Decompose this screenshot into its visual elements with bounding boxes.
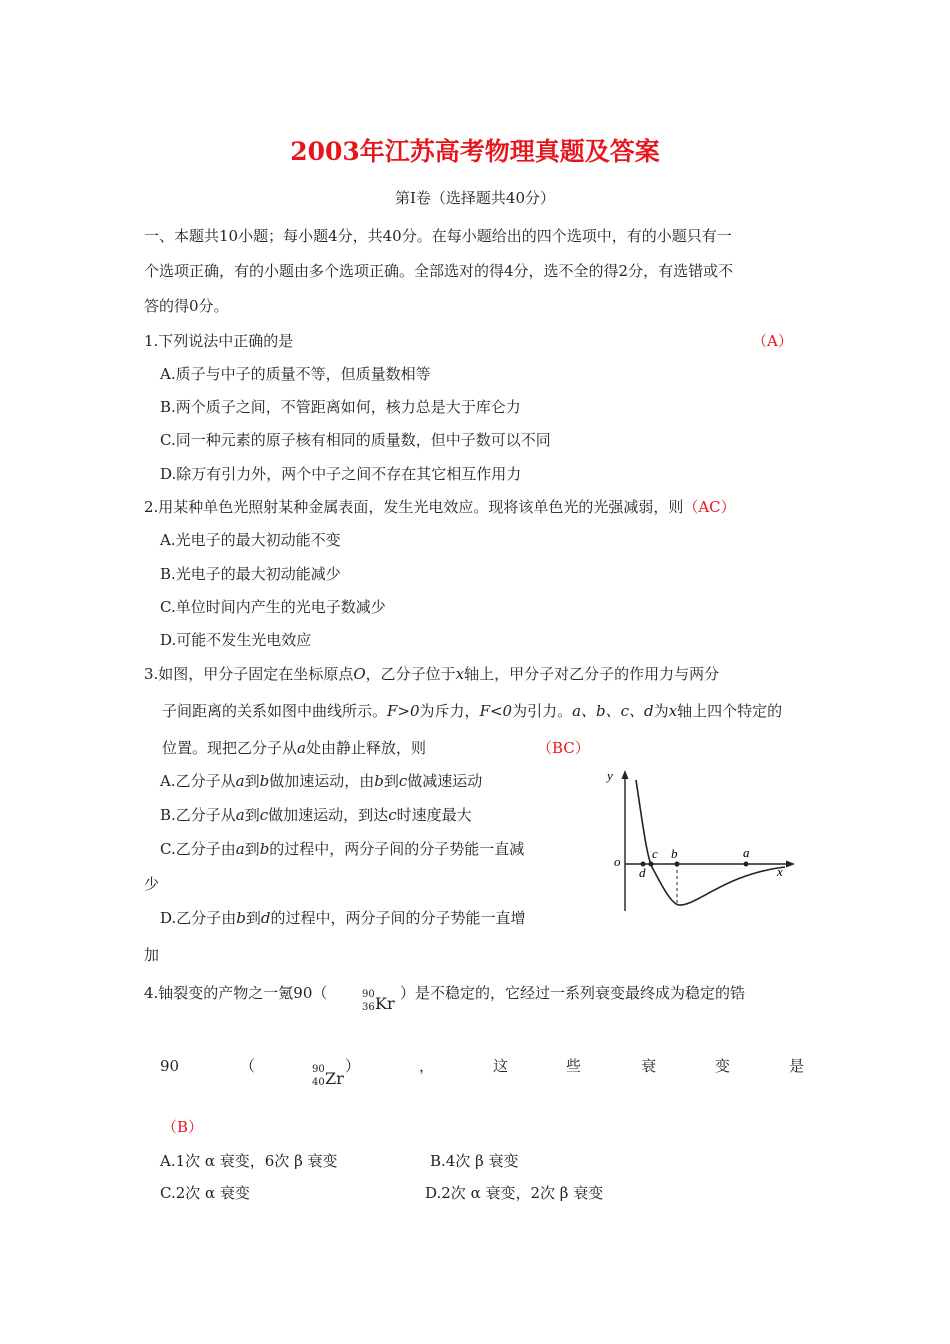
q1-option-c: C.同一种元素的原子核有相同的质量数，但中子数可以不同	[160, 431, 551, 449]
point-c-label: c	[652, 846, 658, 861]
q3-points: a、b、c、d	[572, 702, 654, 720]
q3-text: 位置。现把乙分子从	[162, 739, 298, 757]
q3-stem-line-1	[144, 664, 719, 684]
point-c	[649, 862, 654, 867]
q1-answer: （A）	[752, 332, 793, 350]
q4-option-c: C.2次 α 衰变	[160, 1184, 250, 1202]
q1-option-b: B.两个质子之间，不管距离如何，核力总是大于库仑力	[160, 398, 521, 416]
q3-text: 3.如图，甲分子固定在坐标原点	[144, 665, 354, 683]
point-a	[744, 862, 749, 867]
zr-atomic-number: 40	[312, 1077, 325, 1088]
q4-line2-word: 变	[715, 1057, 731, 1075]
instructions-line-2: 个选项正确，有的小题由多个选项正确。全部选对的得4分，选不全的得2分，有选错或不	[144, 262, 734, 280]
x-axis-arrow	[786, 861, 795, 868]
q3-force-graph	[605, 766, 805, 918]
kr-atomic-number: 36	[362, 1002, 375, 1013]
q3-stem-line-2	[162, 701, 782, 721]
q3-origin-var: O	[353, 665, 366, 683]
q3-x-var: x	[455, 665, 465, 683]
q2-stem-text: 2.用某种单色光照射某种金属表面，发生光电效应。现将该单色光的光强减弱，则	[144, 498, 684, 516]
section-heading: 第Ⅰ卷（选择题共40分）	[394, 189, 555, 207]
origin-label: o	[614, 854, 621, 869]
q4-option-d: D.2次 α 衰变，2次 β 衰变	[425, 1184, 604, 1202]
q3-option-a: A.乙分子从a到b做加速运动，由b到c做减速运动	[160, 772, 483, 790]
q3-text: ，乙分子位于	[365, 665, 456, 683]
y-axis-label: y	[607, 768, 613, 783]
y-axis-arrow	[622, 770, 629, 779]
q2-option-b: B.光电子的最大初动能减少	[160, 565, 341, 583]
q3-x-var: x	[668, 702, 678, 720]
point-b	[675, 862, 680, 867]
point-d-label: d	[639, 865, 646, 880]
q1-option-a: A.质子与中子的质量不等，但质量数相等	[160, 365, 431, 383]
zr-mass-number: 90	[312, 1064, 325, 1075]
x-axis-label: x	[777, 864, 783, 879]
point-b-label: b	[671, 846, 678, 861]
q4-line2-word: 衰	[641, 1057, 657, 1075]
q4-line2-word: 些	[566, 1057, 582, 1075]
q4-line2-word: 是	[789, 1057, 805, 1075]
instructions-line-1: 一、本题共10小题；每小题4分，共40分。在每小题给出的四个选项中，有的小题只有一	[144, 227, 732, 245]
kr-symbol: Kr	[375, 994, 395, 1013]
q4-line2-num: 90	[160, 1057, 180, 1075]
q2-stem	[144, 497, 736, 517]
page-title: 2003年江苏高考物理真题及答案	[290, 137, 660, 166]
q3-text: 子间距离的关系如图中曲线所示。	[162, 702, 388, 720]
q4-stem-line-1a: 4.铀裂变的产物之一氪90（	[144, 984, 328, 1002]
q3-option-b: B.乙分子从a到c做加速运动，到达c时速度最大	[160, 806, 472, 824]
q1-option-d: D.除万有引力外，两个中子之间不存在其它相互作用力	[160, 465, 522, 483]
q4-line2-comma: ，	[419, 1057, 435, 1075]
q3-f-positive: F>0	[387, 702, 420, 720]
q3-f-negative: F<0	[479, 702, 513, 720]
q3-text: 轴上，甲分子对乙分子的作用力与两分	[464, 665, 720, 683]
q1-stem: 1.下列说法中正确的是	[144, 332, 294, 350]
q2-option-c: C.单位时间内产生的光电子数减少	[160, 598, 386, 616]
q4-line2-close: ）	[345, 1057, 361, 1075]
q4-option-a: A.1次 α 衰变，6次 β 衰变	[160, 1152, 338, 1170]
q2-option-d: D.可能不发生光电效应	[160, 631, 312, 649]
zr-symbol: Zr	[325, 1069, 344, 1088]
q3-text: 为斥力，	[419, 702, 480, 720]
force-curve	[636, 780, 785, 905]
kr-nuclide	[362, 990, 402, 1016]
q2-option-a: A.光电子的最大初动能不变	[160, 531, 341, 549]
q3-point-var: a	[297, 739, 306, 757]
q3-option-c-wrap: 少	[144, 875, 160, 893]
q3-text: 处由静止释放，则	[305, 739, 426, 757]
q4-option-b: B.4次 β 衰变	[430, 1152, 519, 1170]
q4-stem-line-1b: ）是不稳定的，它经过一系列衰变最终成为稳定的锆	[400, 984, 746, 1002]
kr-mass-number: 90	[362, 989, 375, 1000]
q3-text: 为	[653, 702, 669, 720]
q3-answer: （BC）	[537, 739, 590, 757]
q3-text: 为引力。	[512, 702, 573, 720]
q4-line2-word: 这	[493, 1057, 509, 1075]
q3-option-c: C.乙分子由a到b的过程中，两分子间的分子势能一直减	[160, 840, 525, 858]
instructions-line-3: 答的得0分。	[144, 297, 229, 315]
q4-answer: （B）	[162, 1118, 204, 1136]
q4-line2-open: （	[240, 1057, 256, 1075]
q2-answer: （AC）	[683, 498, 736, 516]
q3-option-d-wrap: 加	[144, 946, 160, 964]
point-a-label: a	[743, 845, 750, 860]
q3-option-d: D.乙分子由b到d的过程中，两分子间的分子势能一直增	[160, 909, 526, 927]
q3-text: 轴上四个特定的	[677, 702, 783, 720]
q3-stem-line-3	[162, 738, 426, 758]
